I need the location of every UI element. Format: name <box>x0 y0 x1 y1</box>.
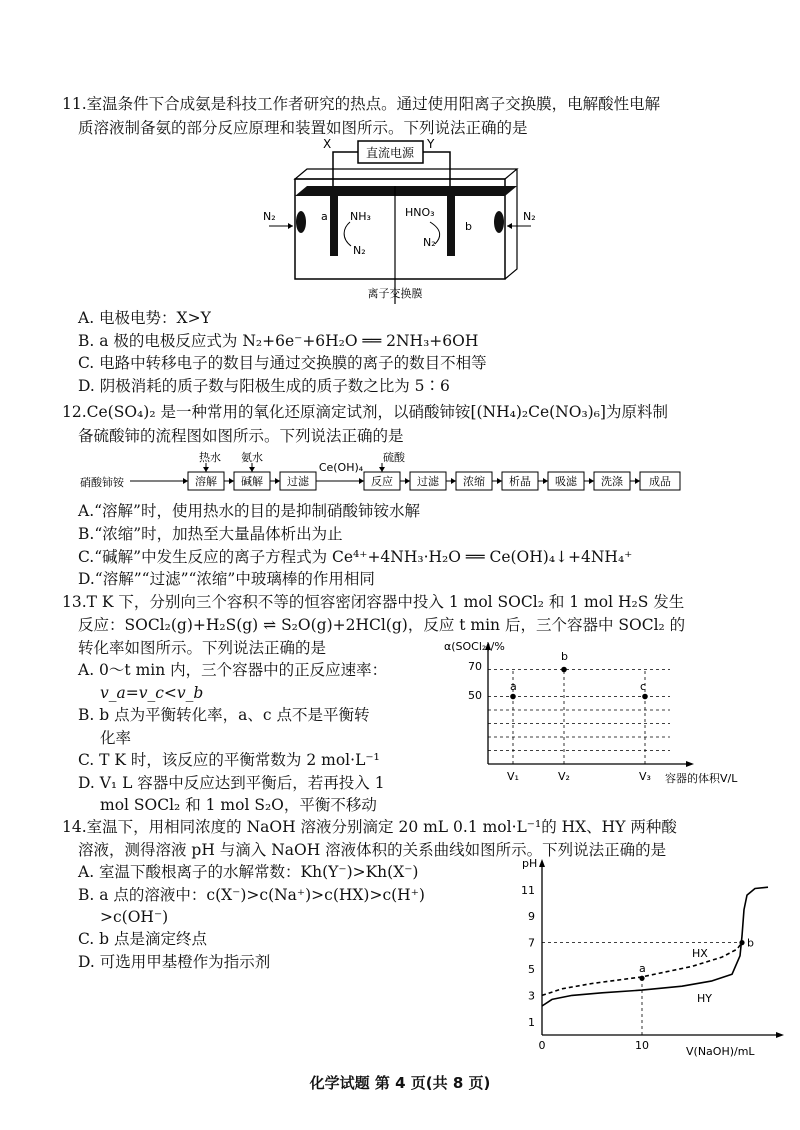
q11-option-b: B. a 极的电极反应式为 N₂+6e⁻+6H₂O ══ 2NH₃+6OH <box>78 332 479 350</box>
conversion-point-b <box>561 667 567 673</box>
ph-point-b <box>739 940 744 945</box>
electrode-a <box>330 196 338 256</box>
n2-inlet-left-label: N₂ <box>263 210 276 223</box>
n2-left-label: N₂ <box>353 244 366 257</box>
ph-y-tick-label: 1 <box>528 1015 535 1029</box>
conversion-point-a-label: a <box>510 680 517 693</box>
q13-option-d-line1: D. V₁ L 容器中反应达到平衡后，若再投入 1 <box>78 774 385 792</box>
q13-option-c: C. T K 时，该反应的平衡常数为 2 mol·L⁻¹ <box>78 751 380 769</box>
electrolyte-surface <box>295 186 517 196</box>
dc-power-label: 直流电源 <box>365 146 415 160</box>
ph-x-axis-title: V(NaOH)/mL <box>686 1045 755 1058</box>
q12-option-c: C.“碱解”中发生反应的离子方程式为 Ce⁴⁺+4NH₃·H₂O ══ Ce(OH)₄↓+4NH₄⁺ <box>78 548 633 566</box>
q13-option-b-line2: 化率 <box>100 729 132 747</box>
q12-stem-line2: 备硫酸铈的流程图如图所示。下列说法正确的是 <box>78 427 404 445</box>
q12-option-d: D.“溶解”“过滤”“浓缩”中玻璃棒的作用相同 <box>78 570 375 588</box>
conversion-x-label: 容器的体积V/L <box>665 772 738 785</box>
ph-x-tick-label: 0 <box>538 1039 546 1052</box>
conversion-point-a <box>510 694 516 700</box>
gas-inlet-right <box>494 211 504 233</box>
q13-stem-line1: 13.T K 下，分别向三个容积不等的恒容密闭容器中投入 1 mol SOCl₂ 和 1 mol H₂S 发生 <box>62 593 685 611</box>
q13-option-a-line2: v_a=v_c<v_b <box>100 684 204 702</box>
page-footer: 化学试题 第 4 页(共 8 页) <box>309 1074 491 1092</box>
flow-step-label: 浓缩 <box>463 475 485 488</box>
ph-series-label-HX: HX <box>692 947 708 961</box>
conversion-tick-v1: V₁ <box>507 770 519 783</box>
flow-reagent-arrowhead <box>249 467 255 472</box>
ph-y-tick-label: 3 <box>528 989 535 1003</box>
flow-step-label: 成品 <box>649 475 671 488</box>
flow-reagent-arrowhead <box>203 467 209 472</box>
flow-start-label: 硝酸铈铵 <box>80 476 124 489</box>
conversion-y-label: α(SOCl₂)/% <box>444 640 505 653</box>
electrode-b <box>447 196 455 256</box>
flow-step-label: 洗涤 <box>601 475 623 488</box>
q14-stem-line2: 溶液，测得溶液 pH 与滴入 NaOH 溶液体积的关系曲线如图所示。下列说法正确的是 <box>78 841 667 859</box>
ph-point-label-a: a <box>639 962 646 976</box>
flow-step-label: 溶解 <box>195 475 217 488</box>
ph-point-label-b: b <box>747 936 754 950</box>
nh3-label: NH₃ <box>350 210 371 223</box>
ph-y-tick-label: 11 <box>521 883 535 897</box>
flow-reagent-arrowhead <box>379 467 385 472</box>
q13-stem-line3: 转化率如图所示。下列说法正确的是 <box>78 639 327 657</box>
flow-step-label: 吸滤 <box>555 475 577 488</box>
flow-step-label: 析晶 <box>509 475 531 488</box>
ph-x-arrowhead <box>776 1032 784 1038</box>
conversion-tick-v2: V₂ <box>558 770 570 783</box>
reagent-hot-water: 热水 <box>199 451 221 464</box>
reagent-sulfuric-acid: 硫酸 <box>383 451 405 464</box>
flow-arrowhead <box>543 478 548 484</box>
conversion-point-c <box>642 694 648 700</box>
q14-option-b-line2: >c(OH⁻) <box>100 908 169 926</box>
electrolysis-diagram <box>255 134 545 309</box>
ph-series-HY <box>542 887 768 1006</box>
titration-chart <box>508 855 790 1065</box>
conversion-tick-v3: V₃ <box>639 770 651 783</box>
ph-axis-title: pH <box>522 857 538 870</box>
q14-option-d: D. 可选用甲基橙作为指示剂 <box>78 953 271 971</box>
q11-option-c: C. 电路中转移电子的数目与通过交换膜的离子的数目不相等 <box>78 354 487 372</box>
membrane-label: 离子交换膜 <box>367 287 423 300</box>
terminal-x-label: X <box>323 137 332 151</box>
flow-arrowhead <box>451 478 456 484</box>
q13-option-b-line1: B. b 点为平衡转化率，a、c 点不是平衡转 <box>78 706 370 724</box>
gas-inlet-left <box>296 211 306 233</box>
conversion-tick-70: 70 <box>468 660 482 673</box>
q12-option-a: A.“溶解”时，使用热水的目的是抑制硝酸铈铵水解 <box>78 502 420 520</box>
electrode-b-label: b <box>465 220 472 233</box>
q11-stem-line2: 质溶液制备氨的部分反应原理和装置如图所示。下列说法正确的是 <box>78 119 528 137</box>
conversion-chart <box>440 636 760 786</box>
electrode-a-label: a <box>321 210 328 223</box>
q14-option-a: A. 室温下酸根离子的水解常数：Kh(Y⁻)>Kh(X⁻) <box>78 863 419 881</box>
terminal-y-label: Y <box>427 137 435 151</box>
flow-arrowhead <box>405 478 410 484</box>
flow-arrowhead <box>497 478 502 484</box>
flow-arrowhead <box>589 478 594 484</box>
q13-stem-line2: 反应：SOCl₂(g)+H₂S(g) ⇌ S₂O(g)+2HCl(g)，反应 t min 后，三个容器中 SOCl₂ 的 <box>78 616 686 634</box>
flow-chart <box>78 448 718 498</box>
conversion-tick-50: 50 <box>468 689 482 702</box>
flow-arrowhead <box>635 478 640 484</box>
flow-step-label: 碱解 <box>241 475 263 488</box>
q12-option-b: B.“浓缩”时，加热至大量晶体析出为止 <box>78 525 343 543</box>
flow-arrowhead <box>275 478 280 484</box>
flow-arrowhead <box>359 478 364 484</box>
conversion-point-c-label: c <box>640 680 647 693</box>
flow-arrowhead <box>229 478 234 484</box>
q11-stem-line1: 11.室温条件下合成氨是科技工作者研究的热点。通过使用阳离子交换膜，电解酸性电解 <box>62 95 661 113</box>
ph-y-tick-label: 9 <box>528 910 535 924</box>
q13-option-d-line2: mol SOCl₂ 和 1 mol S₂O，平衡不移动 <box>100 796 377 814</box>
intermediate-ce-oh4: Ce(OH)₄ <box>318 461 364 474</box>
q11-option-a: A. 电极电势：X>Y <box>78 309 211 327</box>
q14-stem-line1: 14.室温下，用相同浓度的 NaOH 溶液分别滴定 20 mL 0.1 mol·L⁻¹的 HX、HY 两种酸 <box>62 818 677 836</box>
flow-step-label: 反应 <box>371 475 393 488</box>
q12-stem-line1: 12.Ce(SO₄)₂ 是一种常用的氧化还原滴定试剂，以硝酸铈铵[(NH₄)₂Ce(NO₃)₆]为原料制 <box>62 403 668 421</box>
wire-right <box>423 152 450 204</box>
ph-y-tick-label: 7 <box>528 936 535 950</box>
ph-series-label-HY: HY <box>697 992 712 1005</box>
ph-y-tick-label: 5 <box>528 963 535 976</box>
q14-option-b-line1: B. a 点的溶液中：c(X⁻)>c(Na⁺)>c(HX)>c(H⁺) <box>78 886 425 904</box>
hno3-label: HNO₃ <box>405 206 435 219</box>
ph-point-a <box>639 976 644 981</box>
q14-option-c: C. b 点是滴定终点 <box>78 930 208 948</box>
q11-option-d: D. 阴极消耗的质子数与阳极生成的质子数之比为 5∶6 <box>78 377 450 395</box>
reagent-ammonia: 氨水 <box>241 451 263 464</box>
ph-x-tick-label: 10 <box>635 1039 649 1052</box>
flow-step-label: 过滤 <box>287 475 309 488</box>
n2-inlet-right-label: N₂ <box>523 210 536 223</box>
flow-arrowhead-0 <box>183 478 188 484</box>
flow-step-label: 过滤 <box>417 475 439 488</box>
n2-right-label: N₂ <box>423 236 436 249</box>
ph-y-arrowhead <box>539 859 545 867</box>
tank-top <box>295 169 517 179</box>
q13-option-a-line1: A. 0～t min 内，三个容器中的正反应速率： <box>78 661 388 679</box>
conversion-point-b-label: b <box>561 650 568 663</box>
curved-arrow-left <box>344 222 351 246</box>
